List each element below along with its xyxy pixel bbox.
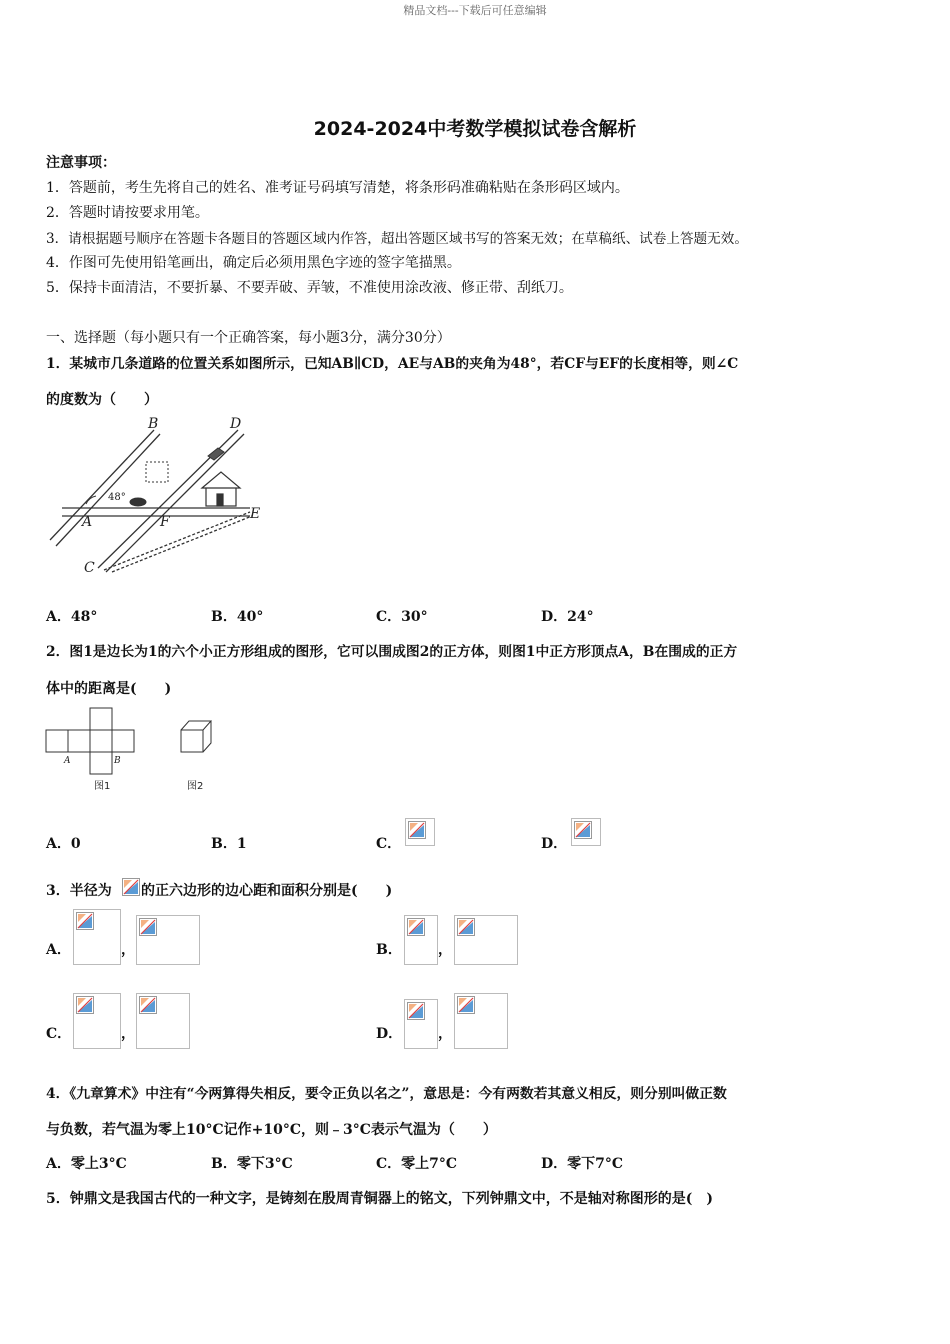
q2-option-a[interactable]: A．0 xyxy=(46,836,81,852)
broken-image-icon xyxy=(457,996,475,1014)
q1-stem-line2: 的度数为（ ） xyxy=(46,392,158,408)
q3-option-a-image-1 xyxy=(73,909,121,965)
q3-option-b-image-2 xyxy=(454,915,518,965)
q2-option-d-image xyxy=(571,818,601,846)
broken-image-icon xyxy=(408,821,426,839)
q2-caption-2: 图2 xyxy=(187,781,204,792)
broken-image-icon xyxy=(76,996,94,1014)
notice-item-3: 3．请根据题号顺序在答题卡各题目的答题区域内作答，超出答题区域书写的答案无效；在草稿纸、试卷上答题无效。 xyxy=(46,231,748,247)
fig-label-angle: 48° xyxy=(108,492,126,503)
q4-stem-line1: 4．《九章算术》中注有“今两算得失相反，要令正负以名之”，意思是：今有两数若其意义相反，则分别叫做正数 xyxy=(46,1086,727,1102)
q1-option-b[interactable]: B．40° xyxy=(211,609,264,625)
broken-image-icon xyxy=(122,878,140,896)
notice-heading: 注意事项： xyxy=(46,155,116,171)
q4-option-b[interactable]: B．零下3°C xyxy=(211,1156,293,1172)
notice-item-5: 5．保持卡面清洁，不要折暴、不要弄破、弄皱，不准使用涂改液、修正带、刮纸刀。 xyxy=(46,280,573,296)
page-header: 精品文档---下载后可任意编辑 xyxy=(403,4,547,17)
q3-option-a[interactable]: A． xyxy=(46,942,71,958)
fig-label-c: C xyxy=(84,560,95,576)
section-heading: 一、选择题（每小题只有一个正确答案，每小题3分，满分30分） xyxy=(46,330,451,346)
q1-option-c[interactable]: C．30° xyxy=(376,609,428,625)
q2-option-b[interactable]: B．1 xyxy=(211,836,247,852)
q2-option-c[interactable]: C． xyxy=(376,836,402,852)
broken-image-icon xyxy=(407,1002,425,1020)
q2-stem-line2: 体中的距离是( ) xyxy=(46,681,172,697)
q3-option-c[interactable]: C． xyxy=(46,1026,72,1042)
q3-option-d-image-1 xyxy=(404,999,438,1049)
q3-option-b-image-1 xyxy=(404,915,438,965)
page-title: 2024-2024中考数学模拟试卷含解析 xyxy=(313,118,637,140)
fig-label-b: B xyxy=(148,416,159,432)
q3-stem-a: 3．半径为 xyxy=(46,883,112,899)
fig-label-e: E xyxy=(250,506,261,522)
q5-stem-line1: 5．钟鼎文是我国古代的一种文字，是铸刻在殷周青铜器上的铭文，下列钟鼎文中，不是轴对称图形的是( ) xyxy=(46,1191,713,1207)
notice-item-2: 2．答题时请按要求用笔。 xyxy=(46,205,209,221)
q2-caption-1: 图1 xyxy=(94,781,111,792)
q4-option-d[interactable]: D．零下7°C xyxy=(541,1156,624,1172)
q1-stem-line1: 1．某城市几条道路的位置关系如图所示，已知AB∥CD，AE与AB的夹角为48°，若CF与EF的长度相等，则∠C xyxy=(46,356,739,372)
q1-option-d[interactable]: D．24° xyxy=(541,609,594,625)
notice-item-1: 1．答题前，考生先将自己的姓名、准考证号码填写清楚，将条形码准确粘贴在条形码区域内。 xyxy=(46,180,629,196)
q4-stem-line2: 与负数，若气温为零上10°C记作+10°C，则﹣3°C表示气温为（ ） xyxy=(46,1122,497,1138)
broken-image-icon xyxy=(407,918,425,936)
q3-option-b[interactable]: B． xyxy=(376,942,402,958)
broken-image-icon xyxy=(457,918,475,936)
q2-label-b: B xyxy=(114,756,121,766)
q3-option-a-image-2 xyxy=(136,915,200,965)
q2-stem-line1: 2．图1是边长为1的六个小正方形组成的图形，它可以围成图2的正方体，则图1中正方形顶点A，B在围成的正方 xyxy=(46,644,738,660)
q3-stem-b: 的正六边形的边心距和面积分别是( ) xyxy=(141,883,393,899)
q3-option-d[interactable]: D． xyxy=(376,1026,403,1042)
q4-option-c[interactable]: C．零上7°C xyxy=(376,1156,458,1172)
q2-option-c-image xyxy=(405,818,435,846)
q2-cube-figures xyxy=(44,706,224,794)
q2-label-a: A xyxy=(64,756,71,766)
q3-comma: ， xyxy=(438,1026,452,1042)
q4-option-a[interactable]: A．零上3°C xyxy=(46,1156,127,1172)
q1-option-a[interactable]: A．48° xyxy=(46,609,98,625)
fig-label-d: D xyxy=(230,416,242,432)
q3-comma: ， xyxy=(121,1026,135,1042)
q2-option-d[interactable]: D． xyxy=(541,836,568,852)
q3-option-c-image-1 xyxy=(73,993,121,1049)
q3-comma: ， xyxy=(121,942,135,958)
q3-comma: ， xyxy=(438,942,452,958)
q3-option-c-image-2 xyxy=(136,993,190,1049)
q3-option-d-image-2 xyxy=(454,993,508,1049)
fig-label-a: A xyxy=(82,514,93,530)
q1-road-figure xyxy=(42,412,274,578)
broken-image-icon xyxy=(574,821,592,839)
fig-label-f: F xyxy=(160,514,170,530)
broken-image-icon xyxy=(139,918,157,936)
broken-image-icon xyxy=(76,912,94,930)
broken-image-icon xyxy=(139,996,157,1014)
notice-item-4: 4．作图可先使用铅笔画出，确定后必须用黑色字迹的签字笔描黑。 xyxy=(46,255,461,271)
